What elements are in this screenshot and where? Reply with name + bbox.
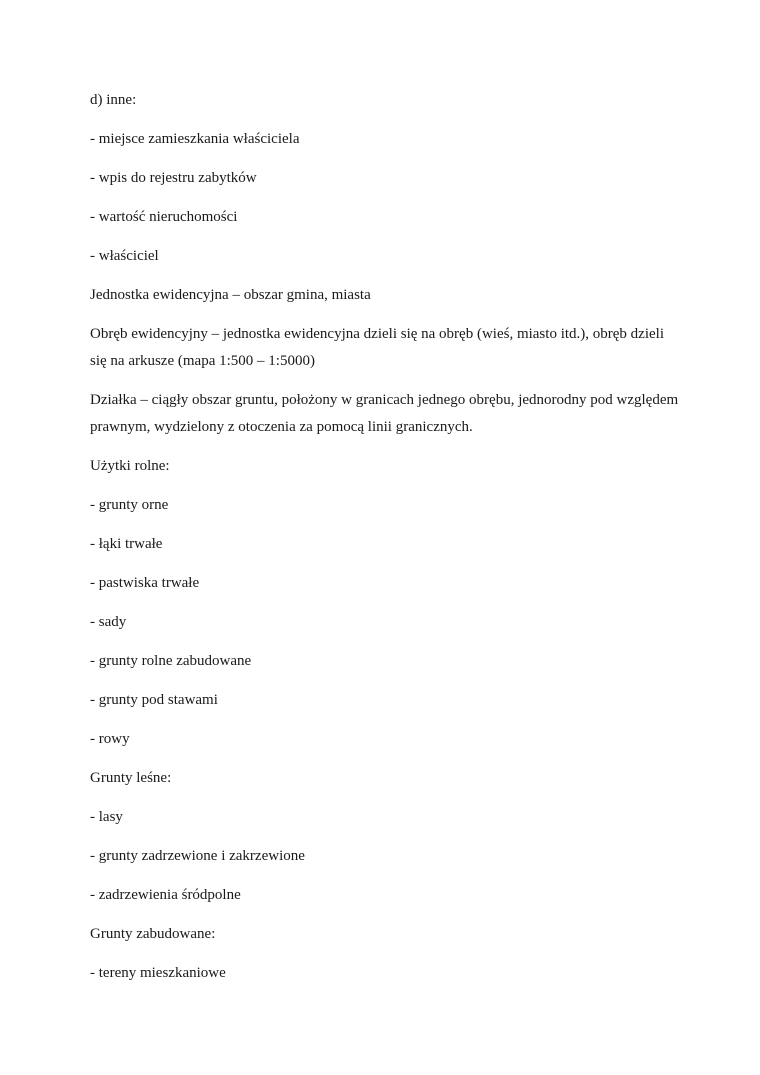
paragraph-grunty-zabudowane-heading: Grunty zabudowane: <box>90 926 216 942</box>
list-item-sady: - sady <box>90 614 127 630</box>
list-item-zadrzewienia-srodpolne: - zadrzewienia śródpolne <box>90 887 241 903</box>
list-item-lasy: - lasy <box>90 809 123 825</box>
list-item-grunty-orne: - grunty orne <box>90 497 169 513</box>
list-item-wlasciciel: - właściciel <box>90 248 159 264</box>
document-body <box>90 91 680 983</box>
list-item-wartosc: - wartość nieruchomości <box>90 209 238 225</box>
list-item-pastwiska-trwale: - pastwiska trwałe <box>90 575 200 591</box>
list-item-tereny-mieszkaniowe: - tereny mieszkaniowe <box>90 965 226 981</box>
paragraph-uzytki-rolne-heading: Użytki rolne: <box>90 458 170 474</box>
list-item-grunty-pod-stawami: - grunty pod stawami <box>90 692 218 708</box>
paragraph-grunty-lesne-heading: Grunty leśne: <box>90 770 172 786</box>
paragraph-obreb-ewidencyjny: Obręb ewidencyjny – jednostka ewidencyjna dzieli się na obręb (wieś, miasto itd.), obręb dzieli się na arkusze (mapa 1:500 – 1:5000) <box>90 326 664 369</box>
list-item-grunty-rolne-zabudowane: - grunty rolne zabudowane <box>90 653 252 669</box>
paragraph-inne-heading: d) inne: <box>90 92 137 108</box>
paragraph-jednostka-ewidencyjna: Jednostka ewidencyjna – obszar gmina, miasta <box>90 287 371 303</box>
list-item-rowy: - rowy <box>90 731 130 747</box>
paragraph-dzialka: Działka – ciągły obszar gruntu, położony w granicach jednego obrębu, jednorodny pod względem prawnym, wydzielony z otoczenia za pomocą linii granicznych. <box>90 392 679 435</box>
list-item-laki-trwale: - łąki trwałe <box>90 536 163 552</box>
list-item-wpis-rejestru: - wpis do rejestru zabytków <box>90 170 257 186</box>
list-item-grunty-zadrzewione: - grunty zadrzewione i zakrzewione <box>90 848 305 864</box>
list-item-miejsce-zamieszkania: - miejsce zamieszkania właściciela <box>90 131 300 147</box>
